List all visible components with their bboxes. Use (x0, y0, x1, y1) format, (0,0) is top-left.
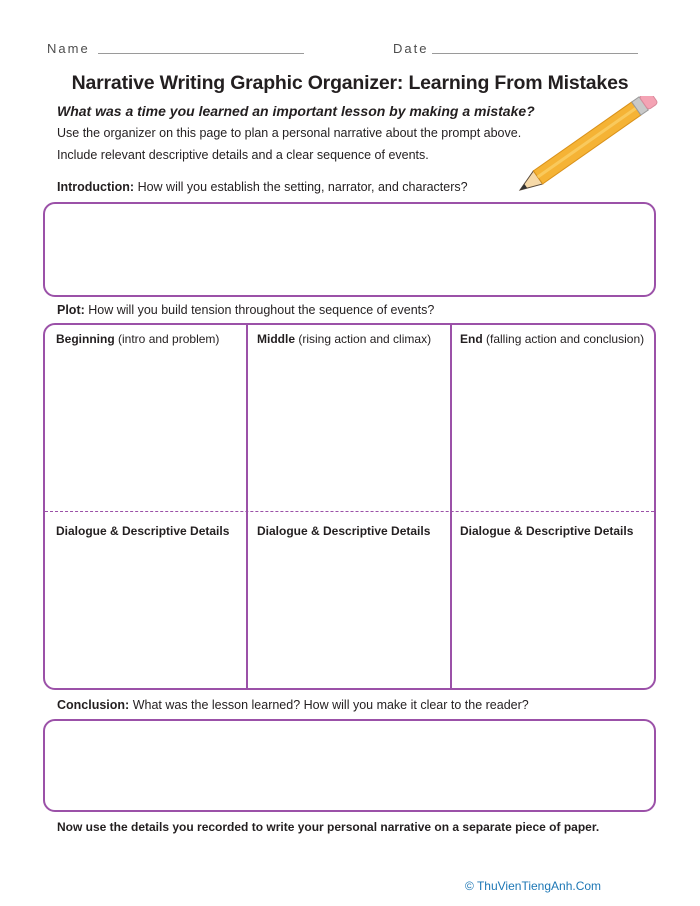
plot-text: How will you build tension throughout the sequence of events? (88, 303, 435, 317)
conclusion-box[interactable] (43, 719, 656, 812)
conclusion-text: What was the lesson learned? How will you make it clear to the reader? (132, 698, 529, 712)
introduction-box[interactable] (43, 202, 656, 297)
end-cell[interactable] (452, 325, 654, 510)
middle-header (257, 332, 431, 346)
introduction-label: Introduction: (57, 180, 135, 194)
page-title: Narrative Writing Graphic Organizer: Learning From Mistakes (71, 72, 629, 94)
pencil-icon (512, 96, 662, 198)
details-label: Dialogue & Descriptive Details (460, 524, 634, 538)
plot-question (57, 303, 434, 317)
end-label: End (460, 332, 483, 346)
beginning-label: Beginning (56, 332, 115, 346)
date-field[interactable] (432, 53, 638, 54)
name-label: Name (47, 41, 90, 56)
middle-label: Middle (257, 332, 295, 346)
conclusion-question (57, 698, 529, 712)
beginning-details-header (56, 524, 229, 538)
conclusion-label: Conclusion: (57, 698, 130, 712)
beginning-details-cell[interactable] (45, 513, 246, 688)
instruction-line: Use the organizer on this page to plan a personal narrative about the prompt above. (57, 126, 522, 140)
introduction-text: How will you establish the setting, narrator, and characters? (137, 180, 468, 194)
middle-detail: (rising action and climax) (298, 332, 432, 346)
beginning-header (56, 332, 219, 346)
name-field[interactable] (98, 53, 304, 54)
copyright-link[interactable]: © ThuVienTiengAnh.Com (465, 879, 602, 893)
end-details-header (460, 524, 633, 538)
end-header (460, 332, 644, 346)
row-divider (45, 511, 654, 512)
beginning-cell[interactable] (45, 325, 246, 510)
details-label: Dialogue & Descriptive Details (257, 524, 431, 538)
date-label: Date (393, 41, 429, 56)
writing-prompt: What was a time you learned an important lesson by making a mistake? (57, 103, 535, 119)
end-details-cell[interactable] (452, 513, 654, 688)
details-label: Dialogue & Descriptive Details (56, 524, 230, 538)
end-detail: (falling action and conclusion) (486, 332, 645, 346)
instruction-line: Include relevant descriptive details and a clear sequence of events. (57, 148, 429, 162)
introduction-question (57, 180, 468, 194)
middle-details-header (257, 524, 430, 538)
footer-note: Now use the details you recorded to write your personal narrative on a separate piece of paper. (57, 820, 600, 834)
beginning-detail: (intro and problem) (118, 332, 220, 346)
plot-label: Plot: (57, 303, 85, 317)
middle-cell[interactable] (248, 325, 450, 510)
middle-details-cell[interactable] (248, 513, 450, 688)
